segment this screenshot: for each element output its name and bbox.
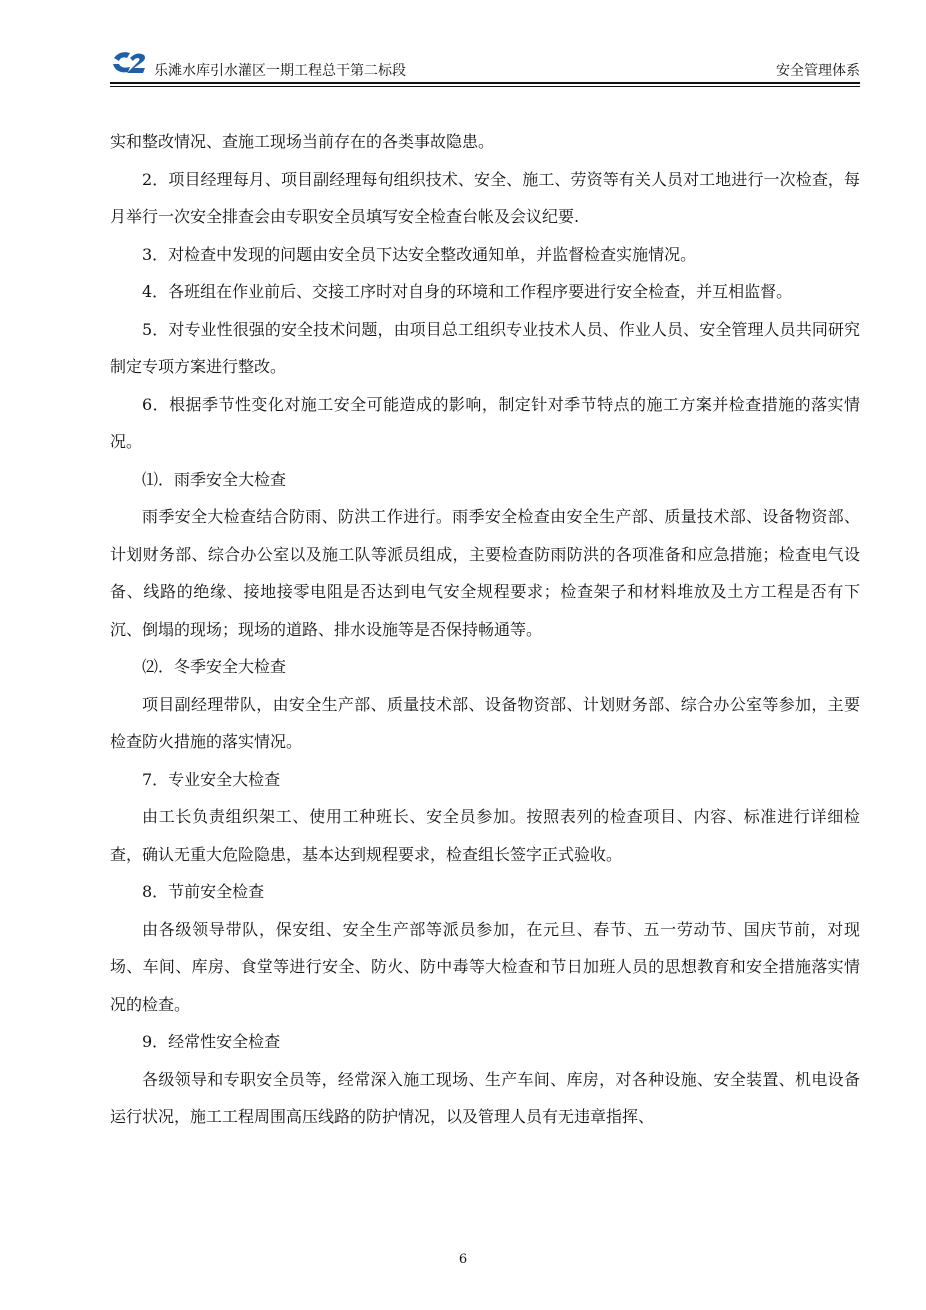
paragraph: 由各级领导带队，保安组、安全生产部等派员参加，在元旦、春节、五一劳动节、国庆节前，对现场、车间、库房、食堂等进行安全、防火、防中毒等大检查和节日加班人员的思想教育和安全措施落实情况的检查。 — [110, 919, 860, 1014]
document-body — [110, 123, 860, 1136]
paragraph: 实和整改情况、查施工现场当前存在的各类事故隐患。 — [110, 132, 495, 151]
paragraph: 4．各班组在作业前后、交接工序时对自身的环境和工作程序要进行安全检查，并互相监督。 — [142, 282, 793, 301]
header-title: 乐滩水库引水灌区一期工程总干第二标段 — [154, 63, 406, 79]
paragraph: 由工长负责组织架工、使用工种班长、安全员参加。按照表列的检查项目、内容、标准进行详细检查，确认无重大危险隐患，基本达到规程要求，检查组长签字正式验收。 — [110, 807, 860, 864]
header-section-label: 安全管理体系 — [776, 63, 860, 79]
section-heading: 8．节前安全检查 — [142, 882, 265, 901]
header-rule-thin — [110, 86, 860, 87]
paragraph: 2．项目经理每月、项目副经理每旬组织技术、安全、施工、劳资等有关人员对工地进行一次检查，每月举行一次安全排查会由专职安全员填写安全检查台帐及会议纪要. — [110, 169, 860, 226]
page-number: 6 — [458, 1252, 468, 1267]
company-logo-icon — [110, 50, 148, 76]
paragraph: 各级领导和专职安全员等，经常深入施工现场、生产车间、库房，对各种设施、安全装置、机电设备运行状况，施工工程周围高压线路的防护情况，以及管理人员有无违章指挥、 — [110, 1069, 860, 1126]
section-heading: 7．专业安全大检查 — [142, 769, 281, 789]
section-heading: ⑴．雨季安全大检查 — [142, 469, 287, 489]
paragraph: 5．对专业性很强的安全技术问题，由项目总工组织专业技术人员、作业人员、安全管理人员共同研究制定专项方案进行整改。 — [110, 319, 860, 376]
paragraph: 3．对检查中发现的问题由安全员下达安全整改通知单，并监督检查实施情况。 — [142, 244, 697, 264]
section-heading: ⑵．冬季安全大检查 — [142, 657, 287, 676]
header-rule-thick — [110, 82, 860, 84]
paragraph: 6．根据季节性变化对施工安全可能造成的影响，制定针对季节特点的施工方案并检查措施的落实情况。 — [110, 394, 860, 451]
section-heading: 9．经常性安全检查 — [142, 1032, 281, 1051]
paragraph: 项目副经理带队，由安全生产部、质量技术部、设备物资部、计划财务部、综合办公室等参加，主要检查防火措施的落实情况。 — [110, 694, 860, 751]
page-header — [110, 46, 860, 88]
paragraph: 雨季安全大检查结合防雨、防洪工作进行。雨季安全检查由安全生产部、质量技术部、设备物资部、计划财务部、综合办公室以及施工队等派员组成，主要检查防雨防洪的各项准备和应急措施；检查电气设备、线路的绝缘、接地接零电阻是否达到电气安全规程要求；检查架子和材料堆放及土方工程是否有下沉、倒塌的现场；现场的道路、排水设施等是否保持畅通等。 — [110, 507, 860, 639]
